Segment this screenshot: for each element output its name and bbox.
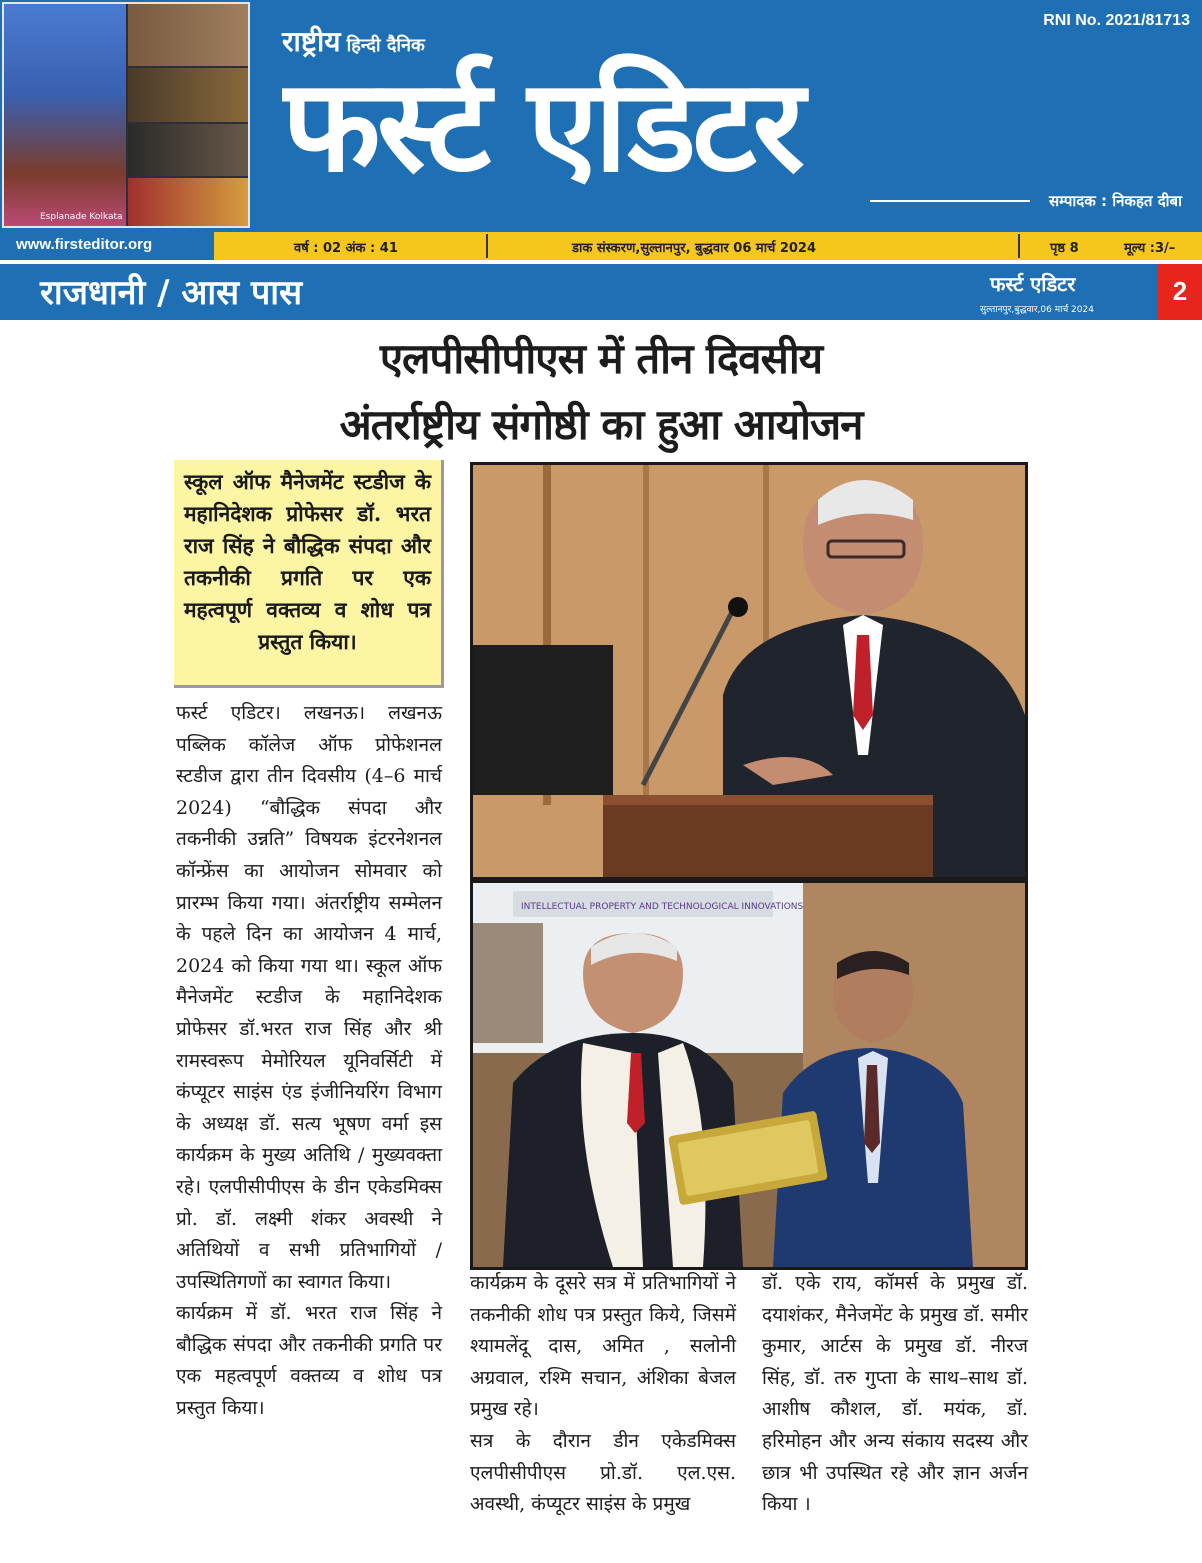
article-paragraph: फर्स्ट एडिटर। लखनऊ। लखनऊ पब्लिक कॉलेज ऑफ प्रोफेशनल स्टडीज द्वारा तीन दिवसीय (4–6 मार्च 2024) “बौद्धिक संपदा और तकनीकी उन्नति” विषयक इंटरनेशनल कॉन्फ्रेंस का आयोजन सोमवार को प्रारम्भ किया गया। अंतर्राष्ट्रीय सम्मेलन के पहले दिन का आयोजन 4 मार्च, 2024 को किया गया था। स्कूल ऑफ मैनेजमेंट स्टडीज के महानिदेशक प्रोफेसर डॉ.भरत राज सिंह और श्री रामस्वरूप मेमोरियल यूनिवर्सिटी में कंप्यूटर साइंस एंड इंजीनियरिंग विभाग के अध्यक्ष डॉ. सत्य भूषण वर्मा इस कार्यक्रम के मुख्य अतिथि / मुख्यवक्ता रहे। एलपीसीपीएस के डीन एकेडमिक्स प्रो. डॉ. लक्ष्मी शंकर अवस्थी ने अतिथियों व सभी प्रतिभागियों / उपस्थितिगणों का स्वागत किया। xyxy=(176,702,442,1293)
article-paragraph: डॉ. एके राय, कॉमर्स के प्रमुख डॉ. दयाशंकर, मैनेजमेंट के प्रमुख डॉ. समीर कुमार, आर्टस के प्रमुख डॉ. नीरज सिंह, डॉ. तरु गुप्ता के साथ–साथ डॉ. आशीष कौशल, डॉ. मयंक, डॉ. हरिमोहन और अन्य संकाय सदस्य और छात्र भी उपस्थित रहे और ज्ञान अर्जन किया । xyxy=(762,1272,1028,1516)
collage-photo xyxy=(4,4,126,228)
article-paragraph: कार्यक्रम में डॉ. भरत राज सिंह ने बौद्धिक संपदा और तकनीकी प्रगति पर एक महत्वपूर्ण वक्तव्य व शोध पत्र प्रस्तुत किया। xyxy=(176,1302,442,1420)
collage-photo xyxy=(128,4,250,66)
article-column-1 xyxy=(176,698,442,1425)
article-column-2 xyxy=(470,1268,736,1521)
tagline-sub: हिन्दी दैनिक xyxy=(346,35,425,56)
collage-photo xyxy=(128,68,250,122)
price: मूल्य :3/– xyxy=(1124,241,1176,256)
section-header xyxy=(0,264,1202,320)
rni-number: RNI No. 2021/81713 xyxy=(1043,12,1190,29)
felicitation-photo xyxy=(470,880,1028,1270)
highlight-box: स्कूल ऑफ मैनेजमेंट स्टडीज के महानिदेशक प्रोफेसर डॉ. भरत राज सिंह ने बौद्धिक संपदा और तकनीकी प्रगति पर एक महत्वपूर्ण वक्तव्य व शोध पत्र प्रस्तुत किया। xyxy=(174,460,444,688)
headline-line-2: अंतर्राष्ट्रीय संगोष्ठी का हुआ आयोजन xyxy=(339,400,863,449)
strip-divider xyxy=(486,234,488,258)
tagline-main: राष्ट्रीय xyxy=(282,25,341,58)
newspaper-logo: फर्स्ट एडिटर xyxy=(282,52,801,201)
collage-caption: Esplanade Kolkata xyxy=(40,212,123,222)
info-strip xyxy=(0,232,1202,260)
collage-photo xyxy=(128,124,250,176)
website-link[interactable]: www.firsteditor.org xyxy=(0,232,214,260)
page-number-badge: 2 xyxy=(1158,264,1202,320)
speaker-photo xyxy=(470,462,1028,880)
section-title: राजधानी / आस पास xyxy=(40,273,303,313)
collage-photo xyxy=(128,178,250,228)
masthead xyxy=(0,0,1202,232)
speaker-photo-illustration xyxy=(473,465,1025,877)
section-date: सुल्तानपुर,बुद्धवार,06 मार्च 2024 xyxy=(980,305,1094,315)
headline-line-1: एलपीसीपीएस में तीन दिवसीय xyxy=(379,334,823,383)
strip-divider xyxy=(1018,234,1020,258)
felicitation-photo-illustration xyxy=(473,883,1025,1267)
masthead-photo-collage xyxy=(2,2,250,228)
article-paragraph: सत्र के दौरान डीन एकेडमिक्स एलपीसीपीएस प्रो.डॉ. एल.एस. अवस्थी, कंप्यूटर साइंस के प्रमुख xyxy=(470,1429,736,1516)
editor-credit: सम्पादक : निकहत दीबा xyxy=(1048,192,1182,210)
projector-screen-text: INTELLECTUAL PROPERTY AND TECHNOLOGICAL INNOVATIONS xyxy=(521,902,804,912)
article-headline xyxy=(0,326,1202,458)
article-column-3 xyxy=(762,1268,1028,1521)
page-count: पृष्ठ 8 xyxy=(1050,241,1079,256)
section-brand: फर्स्ट एडिटर xyxy=(990,272,1076,296)
edition-date: डाक संस्करण,सुल्तानपुर, बुद्धवार 06 मार्च 2024 xyxy=(572,241,817,256)
volume-issue: वर्ष : 02 अंक : 41 xyxy=(294,241,398,256)
article-paragraph: कार्यक्रम के दूसरे सत्र में प्रतिभागियों ने तकनीकी शोध पत्र प्रस्तुत किये, जिसमें श्यामलेंदू दास, अमित , सलोनी अग्रवाल, रश्मि सचान, अंशिका बेजल प्रमुख रहे। xyxy=(470,1272,736,1421)
editor-rule xyxy=(870,200,1030,202)
